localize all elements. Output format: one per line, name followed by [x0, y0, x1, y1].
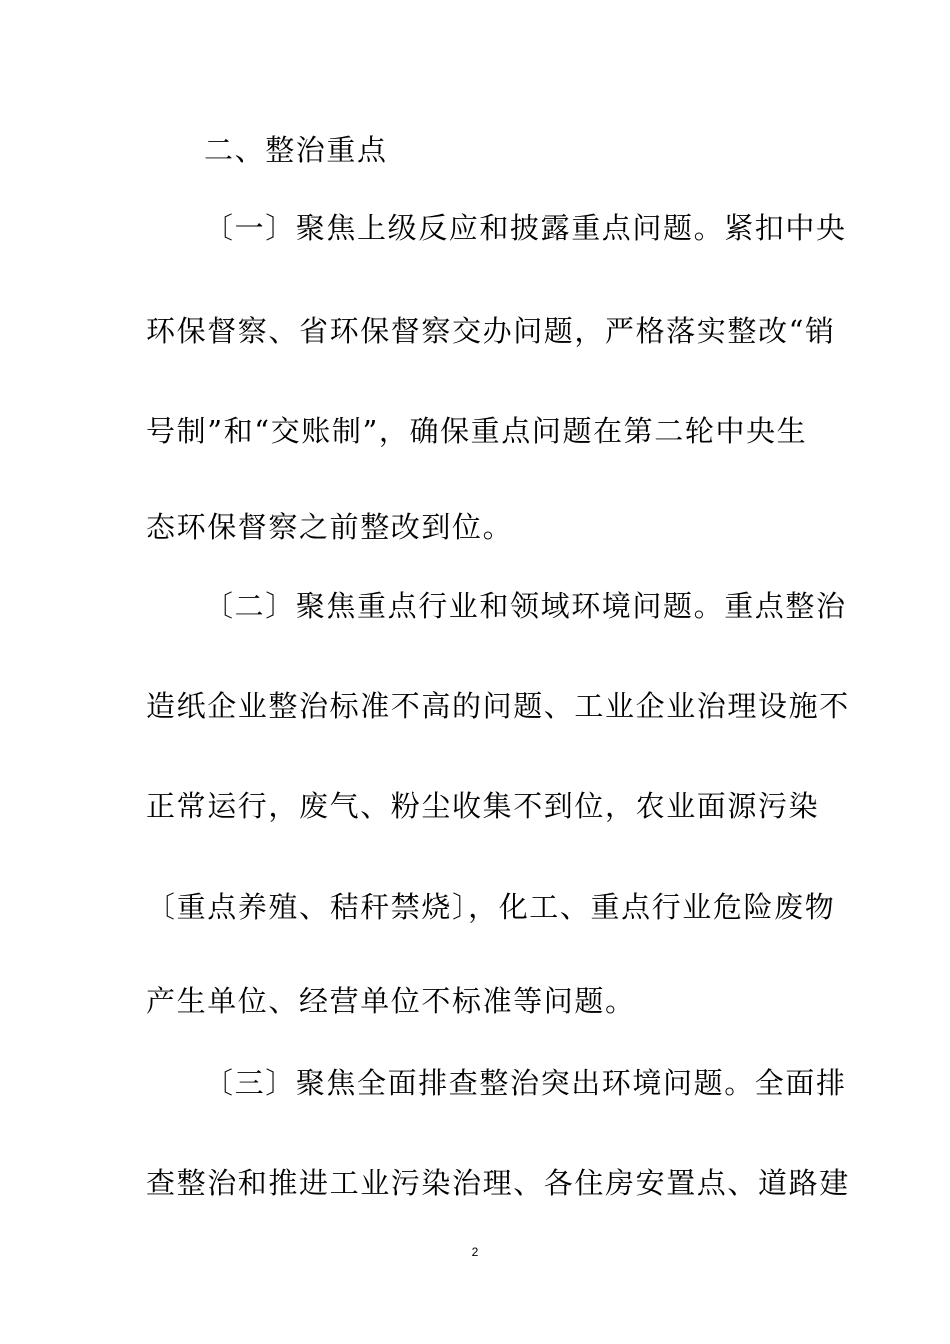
paragraph-2-line-3: 正常运行，废气、粉尘收集不到位，农业面源污染: [146, 789, 820, 823]
paragraph-2-line-2: 造纸企业整治标准不高的问题、工业企业治理设施不: [146, 689, 850, 723]
paragraph-1-line-2: 环保督察、省环保督察交办问题，严格落实整改“销: [146, 314, 836, 348]
paragraph-3-line-2: 查整治和推进工业污染治理、各住房安置点、道路建: [146, 1166, 850, 1200]
paragraph-3-line-1: 〔三〕聚焦全面排查整治突出环境问题。全面排: [204, 1066, 847, 1100]
paragraph-1-line-3: 号制”和“交账制”，确保重点问题在第二轮中央生: [146, 414, 808, 448]
paragraph-1-line-4: 态环保督察之前整改到位。: [146, 510, 514, 544]
page-number: 2: [471, 1245, 479, 1259]
paragraph-2-line-4: 〔重点养殖、秸秆禁烧〕，化工、重点行业危险废物: [146, 890, 836, 924]
paragraph-1-line-1: 〔一〕聚焦上级反应和披露重点问题。紧扣中央: [204, 211, 847, 245]
paragraph-2-line-5: 产生单位、经营单位不标准等问题。: [146, 984, 636, 1018]
section-heading: 二、整治重点: [204, 133, 388, 167]
paragraph-2-line-1: 〔二〕聚焦重点行业和领域环境问题。重点整治: [204, 589, 847, 623]
